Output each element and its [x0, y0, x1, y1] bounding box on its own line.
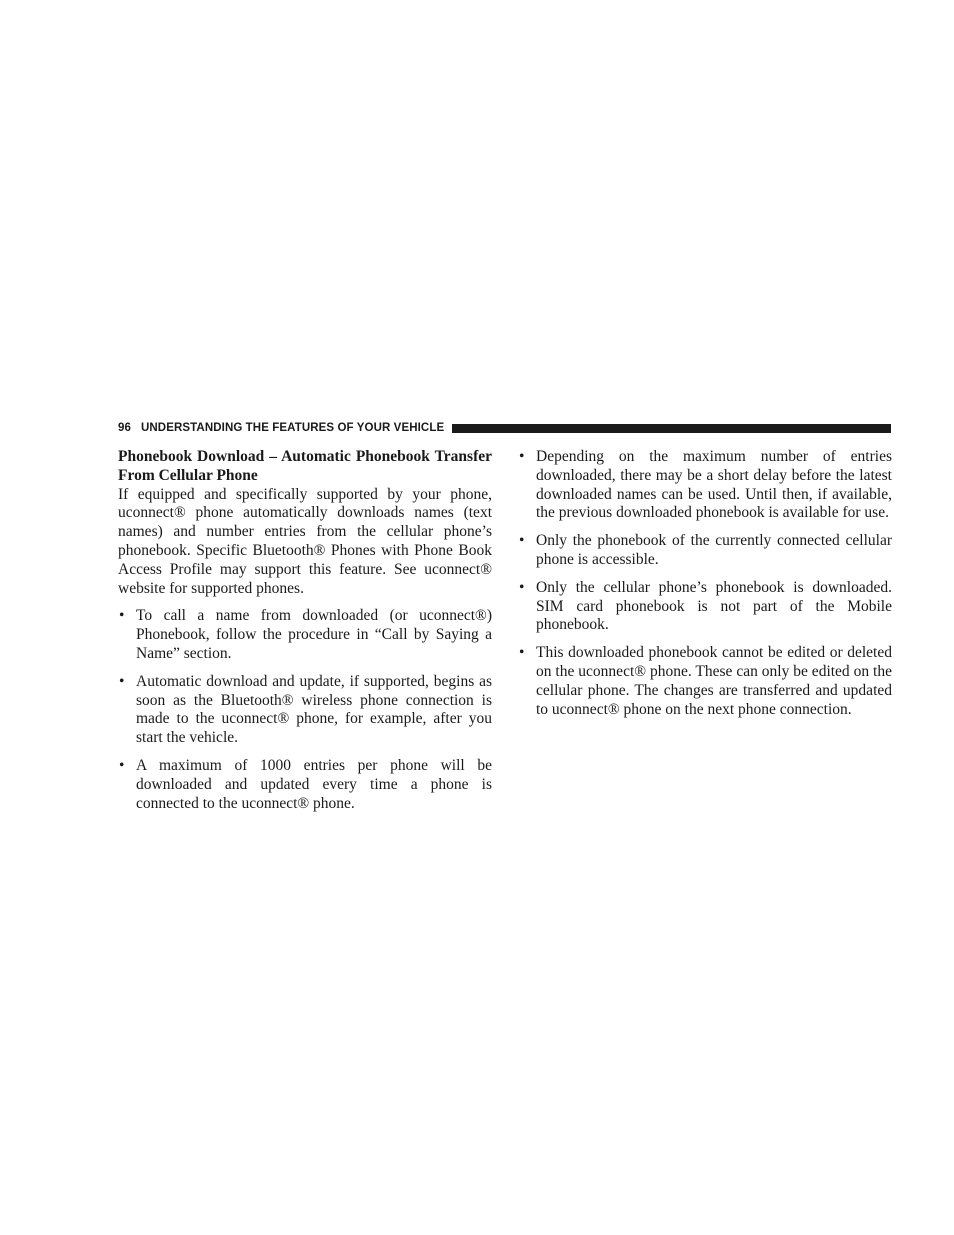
list-item-text: Only the phonebook of the currently connected cellular phone is accessible. — [536, 532, 892, 568]
intro-paragraph: If equipped and specifically supported by your phone, uconnect® phone automatically downloads names (text names) and number entries from the cellular phone’s phonebook. Specific Bluetooth® Phones with Phone Book Access Profile may support this feature. See uconnect® website for supported phones. — [118, 485, 492, 597]
list-item-text: This downloaded phonebook cannot be edited or deleted on the uconnect® phone. These can only be edited on the cellular phone. The changes are transferred and updated to uconnect® phone on the next phone connection. — [536, 644, 892, 718]
list-item-text: Depending on the maximum number of entries downloaded, there may be a short delay before the latest downloaded names can be used. Until then, if available, the previous downloaded phonebook is available for use. — [536, 448, 892, 522]
bullet-icon: • — [519, 448, 525, 465]
list-item — [118, 757, 492, 813]
bullet-icon: • — [119, 756, 125, 774]
page-number: 96 — [118, 422, 131, 434]
right-column — [518, 448, 892, 728]
list-item-text: Automatic download and update, if supported, begins as soon as the Bluetooth® wireless phone connection is made to the uconnect® phone, for example, after you start the vehicle. — [136, 672, 492, 747]
list-item — [518, 579, 892, 635]
list-item-text: A maximum of 1000 entries per phone will be downloaded and updated every time a phone is connected to the uconnect® phone. — [136, 756, 492, 812]
left-column — [118, 448, 492, 822]
list-item — [118, 673, 492, 748]
list-item — [118, 607, 492, 663]
bullet-icon: • — [119, 672, 125, 690]
bullet-icon: • — [119, 607, 125, 625]
bullet-icon: • — [519, 532, 525, 550]
list-item — [518, 532, 892, 570]
list-item-text: To call a name from downloaded (or uconnect®) Phonebook, follow the procedure in “Call by Saying a Name” section. — [136, 607, 492, 662]
bullet-icon: • — [519, 644, 525, 662]
list-item — [518, 644, 892, 719]
section-title: UNDERSTANDING THE FEATURES OF YOUR VEHICLE — [141, 422, 445, 434]
list-item — [518, 448, 892, 523]
left-bullet-list — [118, 607, 492, 813]
bullet-icon: • — [519, 578, 525, 596]
section-heading: Phonebook Download – Automatic Phonebook Transfer From Cellular Phone — [118, 448, 492, 484]
list-item-text: Only the cellular phone’s phonebook is downloaded. SIM card phonebook is not part of the Mobile phonebook. — [536, 578, 892, 634]
page-header — [118, 420, 891, 436]
header-rule — [452, 424, 891, 433]
right-bullet-list — [518, 448, 892, 719]
